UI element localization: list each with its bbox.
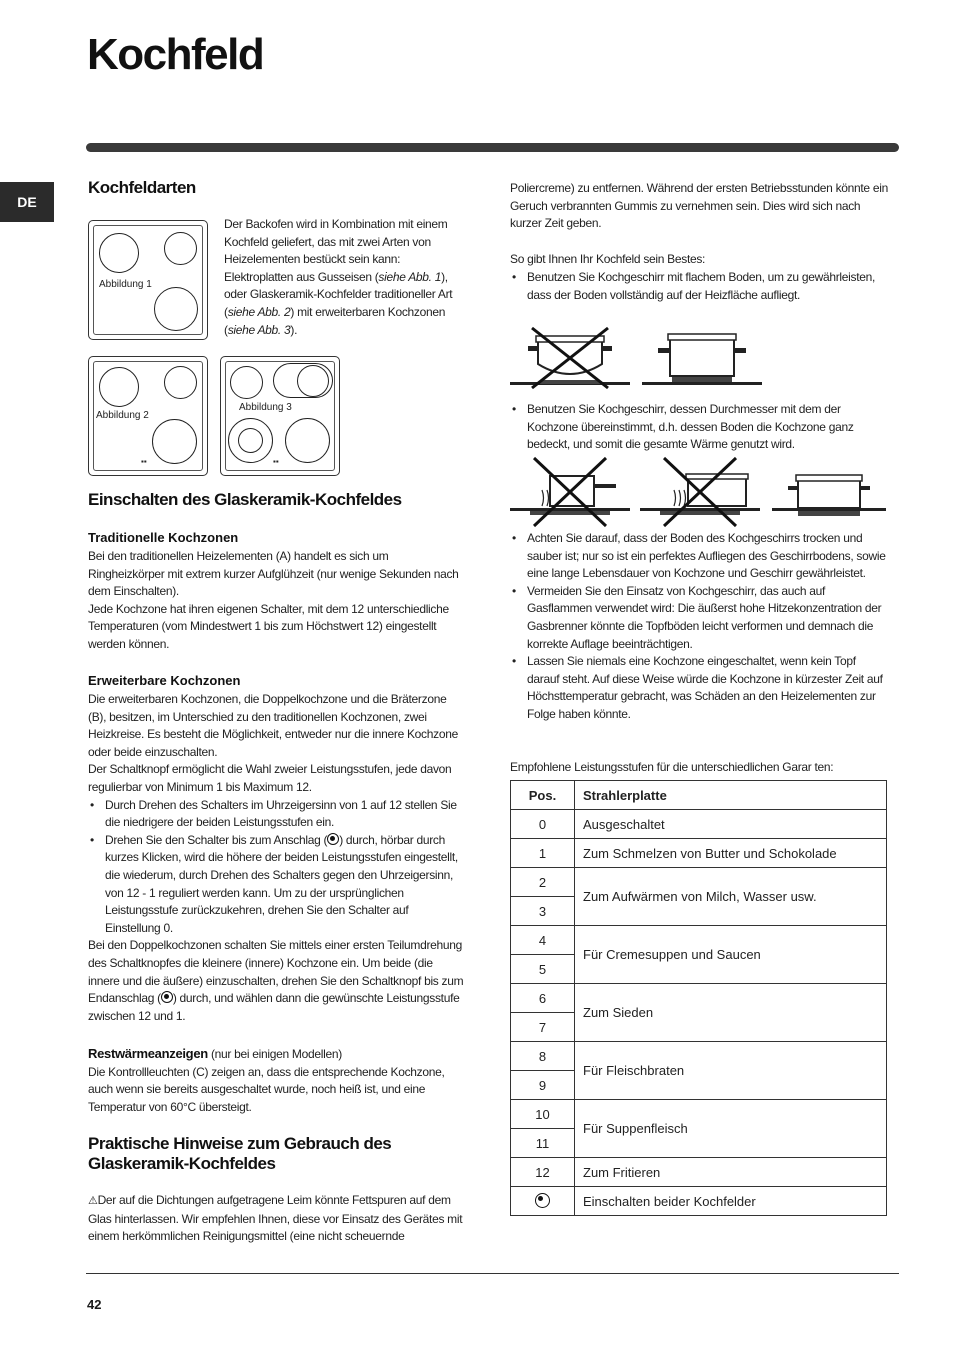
footer-rule [86,1273,899,1274]
table-cell-pos: 8 [511,1042,575,1071]
warning-icon: ⚠ [88,1195,98,1207]
table-row [511,810,887,839]
language-tab: DE [0,182,54,222]
table-row [511,1187,887,1216]
table-row [511,984,887,1013]
figure-label: Abbildung 2 [96,410,149,421]
table-row [511,1158,887,1187]
table-cell-pos: 2 [511,868,575,897]
section-heading-einschalten: Einschalten des Glaskeramik-Kochfeldes [88,490,402,509]
table-row [511,1100,887,1129]
table-cell-label: Ausgeschaltet [575,810,887,839]
table-cell-pos: 9 [511,1071,575,1100]
table-cell-pos: 5 [511,955,575,984]
dual-zone-icon [161,991,173,1003]
tip-flat-bottom: • Benutzen Sie Kochgeschirr mit flachem Boden, um zu gewährleisten, dass der Boden vollständig auf der Heizfläche aufliegt. [510,269,888,304]
table-cell-label: Einschalten beider Kochfelder [575,1187,887,1216]
table-cell-label: Zum Schmelzen von Butter und Schokolade [575,839,887,868]
table-row [511,926,887,955]
table-header-pos: Pos. [511,781,575,810]
hob-diagram-icon [88,220,208,340]
table-cell-pos [511,1187,575,1216]
table-cell-pos: 0 [511,810,575,839]
subheading-erweiterbare: Erweiterbare Kochzonen [88,673,241,688]
crossed-pot-icon [510,458,630,526]
crossed-pot-icon [640,458,760,526]
pot-flat-bottom-illustration [510,322,770,392]
table-header-label: Strahlerplatte [575,781,887,810]
hob-diagram-icon: Abbildung 2 ▪▪ [88,356,208,476]
figure-label: Abbildung 1 [99,279,152,290]
table-row [511,868,887,897]
table-cell-pos: 12 [511,1158,575,1187]
crossed-pot-icon [510,328,630,388]
table-header-row [511,781,887,810]
table-row [511,1042,887,1071]
table-cell-pos: 11 [511,1129,575,1158]
section-heading-kochfeldarten: Kochfeldarten [88,178,196,197]
table-cell-label: Für Fleischbraten [575,1042,887,1100]
page-number: 42 [87,1297,102,1312]
hob-diagram-icon: Abbildung 3 ▪▪ [220,356,340,476]
table-cell-pos: 4 [511,926,575,955]
hinweise-paragraph: ⚠Der auf die Dichtungen aufgetragene Leim könnte Fettspuren auf dem Glas hinterlassen. Wir empfehlen Ihnen, diese vor Einsatz des Gerätes mit einem herkömmlichen Reinigungsmittel (eine nicht scheuernde [88,1193,463,1244]
header-rule [86,143,899,152]
dual-zone-icon [535,1193,550,1208]
pot-icon [642,334,762,385]
table-cell-pos: 6 [511,984,575,1013]
table-cell-label: Zum Sieden [575,984,887,1042]
subheading-traditionelle: Traditionelle Kochzonen [88,530,239,545]
table-cell-label: Zum Fritieren [575,1158,887,1187]
table-cell-label: Für Cremesuppen und Saucen [575,926,887,984]
table-cell-label: Zum Aufwärmen von Milch, Wasser usw. [575,868,887,926]
table-row [511,839,887,868]
erw-paragraph: Die erweiterbaren Kochzonen, die Doppelkochzone und die Bräterzone (B), besitzen, im Unterschied zu den traditionellen Kochzonen, zwei Heizkreise. Es besteht die Möglichkeit, entweder nur die innere Kochzone oder beide einzuschalten. Der Schaltknopf ermöglicht die Wahl zweier Leistungsstufen, jede davon regulierbar von Minimum 1 bis Maximum 12. • Durch Drehen des Schalters im Uhrzeigersinn von 1 auf 12 stellen Sie die niedrigere der beiden Leistungsstufen ein. • Drehen Sie den Schalter bis zum Anschlag ( ) durch, hörbar durch kurzes Klicken, wird die höhere der beiden Leistungsstufen eingestellt, die wiederum, durch Drehen des Schalters gegen den Uhrzeigersinn, von 12 - 1 reguliert werden kann. Um zu der ursprünglichen Leistungsstufe zurückzukehren, drehen Sie den Schalter auf Einstellung 0. Bei den Doppelkochzonen schalten Sie mittels einer ersten Teilumdrehung des Schaltknopfes die kleinere (innere) Kochzone ein. Um beide (die innere und die äußere) einzuschalten, drehen Sie den Schaltknopf bis zum Endanschlag ( ) durch, und wählen dann die gewünschte Leistungsstufe zwischen 12 und 1. [88,691,466,1025]
dual-zone-icon [327,833,339,845]
rest-section: Restwärmeanzeigen (nur bei einigen Modellen) Die Kontrollleuchten (C) zeigen an, dass die entsprechende Kochzone, auch wenn sie bereits ausgeschaltet wurde, noch heiß ist, und eine Temperatur von 60°C übersteigt. [88,1046,445,1114]
figure-label: Abbildung 3 [239,402,292,413]
page-title: Kochfeld [87,30,264,79]
tips-list: • Achten Sie darauf, dass der Boden des Kochgeschirrs trocken und sauber ist; nur so ist ein perfektes Aufliegen des Geschirrbodens, sowie eine lange Lebensdauer von Kochzone und Geschirr gewährleistet. • Vermeiden Sie den Einsatz von Kochgeschirr, das auch auf Gasflammen verwendet wird: Die äußerst hohe Hitzekonzentration der Gasbrenner könnte die Topfböden leicht verformen und demnach die korrekte Auflage beeinträchtigen. • Lassen Sie niemals eine Kochzone eingeschaltet, wenn kein Topf darauf steht. Auf diese Weise würde die Kochzone in kürzester Zeit auf Höchsttemperatur gebracht, was Schäden an den Heizelementen zur Folge haben könnte. [510,530,888,724]
intro-paragraph: Der Backofen wird in Kombination mit einem Kochfeld geliefert, das mit zwei Arten von Heizelementen bestückt sein kann: Elektroplatten aus Gusseisen (siehe Abb. 1), oder Glaskeramik-Kochfelder traditioneller Art (siehe Abb. 2) mit erweiterbaren Kochzonen (siehe Abb. 3). [224,217,453,337]
continued-paragraph: Poliercreme) zu entfernen. Während der ersten Betriebsstunden könnte ein Geruch verbrannten Gummis zu vernehmen sein. Dies wird sich nach kurzer Zeit geben. [510,181,888,231]
tips-intro: So gibt Ihnen Ihr Kochfeld sein Bestes: [510,252,706,266]
trad-paragraph: Bei den traditionellen Heizelementen (A) handelt es sich um Ringheizkörper mit extrem kurzer Aufglühzeit (nur wenige Sekunden nach dem Einschalten). Jede Kochzone hat ihren eigenen Schalter, mit dem 12 unterschiedliche Temperaturen (vom Mindestwert 1 bis zum Höchstwert 12) eingestellt werden können. [88,549,459,651]
table-cell-pos: 3 [511,897,575,926]
pot-diameter-illustration [510,456,888,528]
tip-diameter: • Benutzen Sie Kochgeschirr, dessen Durchmesser mit dem der Kochzone übereinstimmt, d.h. dessen Boden die Kochzone ganz bedeckt, und somit die gesamte Wärme genutzt wird. [510,401,888,454]
section-heading-hinweise: Praktische Hinweise zum Gebrauch des Glaskeramik-Kochfeldes [88,1134,392,1173]
power-level-table [510,780,887,1216]
table-cell-pos: 10 [511,1100,575,1129]
table-cell-pos: 1 [511,839,575,868]
table-cell-label: Für Suppenfleisch [575,1100,887,1158]
pot-icon [772,475,886,516]
table-caption: Empfohlene Leistungsstufen für die unterschiedlichen Garar ten: [510,760,834,774]
table-cell-pos: 7 [511,1013,575,1042]
